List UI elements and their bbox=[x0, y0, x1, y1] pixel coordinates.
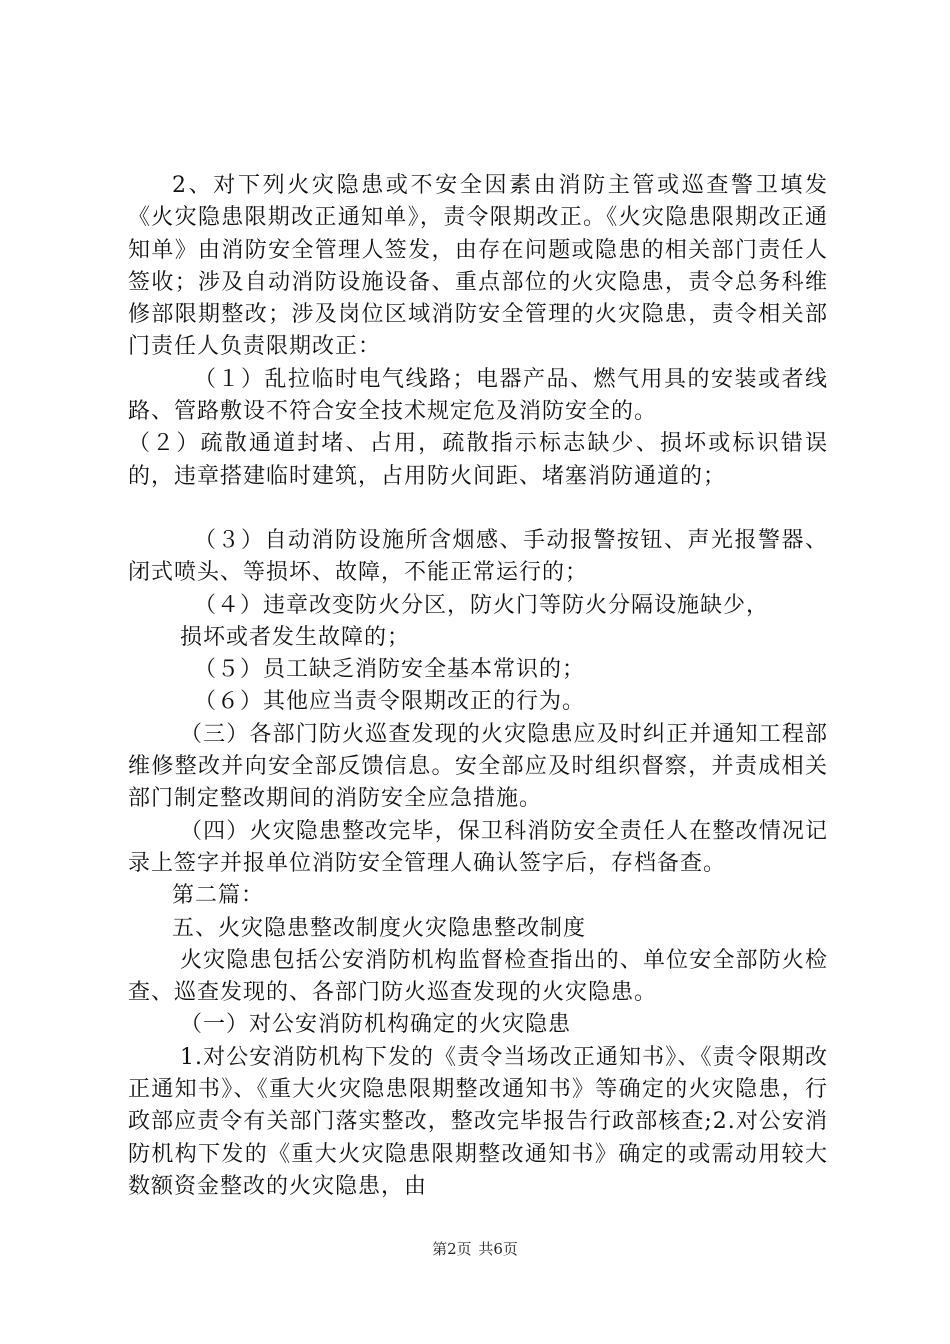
paragraph-item-4-continued: 损坏或者发生故障的； bbox=[180, 624, 411, 650]
paragraph-gap bbox=[128, 493, 828, 525]
part-two-heading: 第二篇： bbox=[172, 883, 265, 909]
paragraph-item-6-other: （６）其他应当责令限期改正的行为。 bbox=[194, 689, 586, 715]
document-body bbox=[128, 170, 828, 1203]
paragraph-item-3-facilities: （３）自动消防设施所含烟感、手动报警按钮、声光报警器、闭式喷头、等损坏、故障，不能正常运行的； bbox=[128, 527, 828, 586]
page-total: 共6页 bbox=[478, 1240, 518, 1258]
paragraph-section-3: （三）各部门防火巡查发现的火灾隐患应及时纠正并通知工程部维修整改并向安全部反馈信息。安全部应及时组织督察，并责成相关部门制定整改期间的消防安全应急措施。 bbox=[128, 721, 828, 812]
page-footer bbox=[0, 1238, 950, 1259]
section-title: 五、火灾隐患整改制度火灾隐患整改制度 bbox=[172, 915, 587, 941]
page-number: 第2页 bbox=[432, 1240, 472, 1258]
paragraph-item-2-exits: （２）疏散通道封堵、占用，疏散指示标志缺少、损坏或标识错误的，违章搭建临时建筑，占用防火间距、堵塞消防通道的； bbox=[128, 431, 828, 489]
paragraph-item-4-fire-zones: （４）违章改变防火分区，防火门等防火分隔设施缺少， bbox=[194, 592, 770, 618]
paragraph-item-2: 2、对下列火灾隐患或不安全因素由消防主管或巡查警卫填发《火灾隐患限期改正通知单》，责令限期改正。《火灾隐患限期改正通知单》由消防安全管理人签发，由存在问题或隐患的相关部门责任人签收；涉及自动消防设施设备、重点部位的火灾隐患，责令总务科维修部限期整改；涉及岗位区域消防安全管理的火灾隐患，责令相关部门责任人负责限期改正： bbox=[128, 173, 828, 360]
paragraph-subsection-1: （一）对公安消防机构确定的火灾隐患 bbox=[180, 1012, 572, 1038]
paragraph-item-1-wiring: （１）乱拉临时电气线路；电器产品、燃气用具的安装或者线路、管路敷设不符合安全技术规定危及消防安全的。 bbox=[128, 366, 828, 425]
paragraph-intro: 火灾隐患包括公安消防机构监督检查指出的、单位安全部防火检查、巡查发现的、各部门防火巡查发现的火灾隐患。 bbox=[128, 947, 828, 1006]
paragraph-item-1-notices: 1.对公安消防机构下发的《责令当场改正通知书》、《责令限期改正通知书》、《重大火灾隐患限期整改通知书》等确定的火灾隐患，行政部应责令有关部门落实整改，整改完毕报告行政部核查;2.对公安消防机构下发的《重大火灾隐患限期整改通知书》确定的或需动用较大数额资金整改的火灾隐患，由 bbox=[128, 1044, 828, 1199]
paragraph-section-4: （四）火灾隐患整改完毕，保卫科消防安全责任人在整改情况记录上签字并报单位消防安全管理人确认签字后，存档备查。 bbox=[128, 818, 828, 876]
paragraph-item-5-knowledge: （５）员工缺乏消防安全基本常识的； bbox=[194, 657, 586, 683]
